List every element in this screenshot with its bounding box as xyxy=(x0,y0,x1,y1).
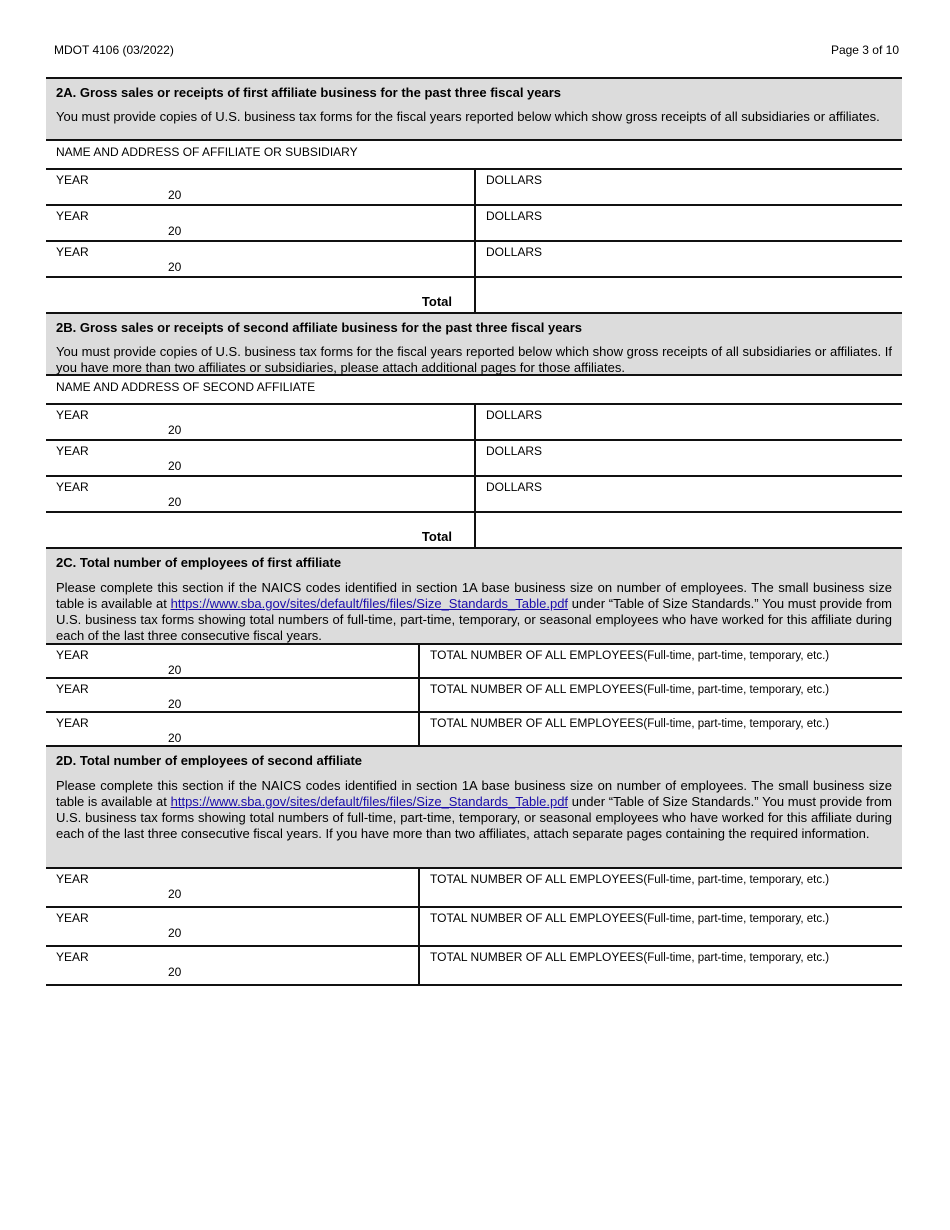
size-standards-link[interactable]: https://www.sba.gov/sites/default/files/files/Size_Standards_Table.pdf xyxy=(170,794,569,809)
year-field[interactable] xyxy=(46,679,420,711)
year-label: YEAR xyxy=(56,408,89,422)
dollars-field[interactable] xyxy=(476,441,902,475)
employees-label-main: TOTAL NUMBER OF ALL EMPLOYEES xyxy=(430,872,644,886)
year-label: YEAR xyxy=(56,716,89,730)
employees-label xyxy=(430,911,829,925)
dollars-label: DOLLARS xyxy=(486,245,543,259)
year-label: YEAR xyxy=(56,682,89,696)
year-prefix: 20 xyxy=(168,965,182,979)
section-2c-header xyxy=(46,547,902,643)
section-2d-text: Please complete this section if the NAICS codes identified in section 1A base business size on number of employees. The small business size table is available at xyxy=(56,778,892,809)
section-2a-total-field[interactable] xyxy=(476,278,902,312)
year-label: YEAR xyxy=(56,480,89,494)
employees-field[interactable] xyxy=(420,947,902,984)
year-label: YEAR xyxy=(56,209,89,223)
dollars-field[interactable] xyxy=(476,206,902,240)
year-dollars-row xyxy=(46,204,902,240)
year-label: YEAR xyxy=(56,911,89,925)
year-employees-row xyxy=(46,677,902,711)
section-2a-header xyxy=(46,77,902,139)
year-field[interactable] xyxy=(46,477,476,511)
year-employees-row xyxy=(46,711,902,745)
section-2c-text: Please complete this section if the NAICS codes identified in section 1A base business size on number of employees. The small business size table is available at xyxy=(56,580,892,611)
year-employees-row xyxy=(46,643,902,677)
year-field[interactable] xyxy=(46,713,420,745)
year-field[interactable] xyxy=(46,170,476,204)
year-label: YEAR xyxy=(56,245,89,259)
employees-label-note: (Full-time, part-time, temporary, etc.) xyxy=(643,913,830,925)
year-label: YEAR xyxy=(56,444,89,458)
section-2b-title: 2B. Gross sales or receipts of second affiliate business for the past three fiscal years xyxy=(56,320,582,335)
year-prefix: 20 xyxy=(168,495,182,509)
employees-label-main: TOTAL NUMBER OF ALL EMPLOYEES xyxy=(430,911,644,925)
total-label: Total xyxy=(421,529,452,544)
section-2d-text: under “Table of Size Standards.” You must provide from U.S. business tax forms showing total numbers of full-time, part-time, temporary, or seasonal employees who have worked for this affiliate during each of the last three consecutive fiscal years. If you have more than two affiliates, attach separate pages containing the required information. xyxy=(56,794,892,841)
employees-label-note: (Full-time, part-time, temporary, etc.) xyxy=(643,874,830,886)
year-label: YEAR xyxy=(56,950,89,964)
year-prefix: 20 xyxy=(168,459,182,473)
second-affiliate-name-address-field[interactable]: NAME AND ADDRESS OF SECOND AFFILIATE xyxy=(46,374,902,403)
year-dollars-row xyxy=(46,403,902,439)
year-field[interactable] xyxy=(46,908,420,945)
section-2d-instructions xyxy=(56,778,892,842)
year-employees-row xyxy=(46,945,902,984)
employees-field[interactable] xyxy=(420,908,902,945)
dollars-label: DOLLARS xyxy=(486,408,543,422)
employees-label-note: (Full-time, part-time, temporary, etc.) xyxy=(643,650,830,662)
year-label: YEAR xyxy=(56,648,89,662)
dollars-field[interactable] xyxy=(476,170,902,204)
employees-field[interactable] xyxy=(420,869,902,906)
section-2d-title: 2D. Total number of employees of second affiliate xyxy=(56,753,363,768)
year-prefix: 20 xyxy=(168,697,182,711)
section-2a-instructions: You must provide copies of U.S. business tax forms for the fiscal years reported below which show gross receipts of all subsidiaries or affiliates. xyxy=(56,109,880,124)
form-id: MDOT 4106 (03/2022) xyxy=(54,43,174,57)
section-2b-instructions: You must provide copies of U.S. business tax forms for the fiscal years reported below which show gross receipts of all subsidiaries or affiliates. If you have more than two affiliates or subsidiaries, please attach additional pages for those affiliates. xyxy=(56,344,892,375)
year-prefix: 20 xyxy=(168,926,182,940)
employees-label xyxy=(430,648,829,662)
year-field[interactable] xyxy=(46,206,476,240)
year-field[interactable] xyxy=(46,242,476,276)
employees-field[interactable] xyxy=(420,679,902,711)
year-prefix: 20 xyxy=(168,423,182,437)
employees-label-note: (Full-time, part-time, temporary, etc.) xyxy=(643,952,830,964)
affiliate-name-address-field[interactable]: NAME AND ADDRESS OF AFFILIATE OR SUBSIDIARY xyxy=(46,139,902,168)
year-field[interactable] xyxy=(46,441,476,475)
year-label: YEAR xyxy=(56,872,89,886)
year-employees-row xyxy=(46,867,902,906)
year-prefix: 20 xyxy=(168,663,182,677)
dollars-label: DOLLARS xyxy=(486,480,543,494)
year-employees-row xyxy=(46,906,902,945)
section-2d-header xyxy=(46,745,902,867)
year-field[interactable] xyxy=(46,645,420,677)
year-prefix: 20 xyxy=(168,260,182,274)
year-prefix: 20 xyxy=(168,224,182,238)
year-label: YEAR xyxy=(56,173,89,187)
dollars-field[interactable] xyxy=(476,405,902,439)
year-dollars-row xyxy=(46,168,902,204)
employees-label xyxy=(430,950,829,964)
year-field[interactable] xyxy=(46,947,420,984)
section-2c-title: 2C. Total number of employees of first affiliate xyxy=(56,555,342,570)
section-2c-instructions xyxy=(56,580,892,644)
size-standards-link[interactable]: https://www.sba.gov/sites/default/files/files/Size_Standards_Table.pdf xyxy=(170,596,569,611)
form-bottom-rule xyxy=(46,984,902,986)
section-2c-text: under “Table of Size Standards.” You must provide from U.S. business tax forms showing total numbers of full-time, part-time, temporary, or seasonal employees who have worked for this affiliate during each of the last three consecutive fiscal years. xyxy=(56,596,892,643)
employees-label-note: (Full-time, part-time, temporary, etc.) xyxy=(643,718,830,730)
year-dollars-row xyxy=(46,475,902,511)
dollars-field[interactable] xyxy=(476,477,902,511)
year-prefix: 20 xyxy=(168,731,182,745)
year-field[interactable] xyxy=(46,405,476,439)
employees-label xyxy=(430,716,829,730)
dollars-label: DOLLARS xyxy=(486,444,543,458)
employees-label-main: TOTAL NUMBER OF ALL EMPLOYEES xyxy=(430,716,644,730)
dollars-field[interactable] xyxy=(476,242,902,276)
section-2a-total-row xyxy=(46,276,902,312)
section-2b-header xyxy=(46,312,902,374)
employees-label-main: TOTAL NUMBER OF ALL EMPLOYEES xyxy=(430,648,644,662)
year-prefix: 20 xyxy=(168,188,182,202)
employees-field[interactable] xyxy=(420,713,902,745)
employees-label-note: (Full-time, part-time, temporary, etc.) xyxy=(643,684,830,696)
employees-field[interactable] xyxy=(420,645,902,677)
year-field[interactable] xyxy=(46,869,420,906)
year-dollars-row xyxy=(46,439,902,475)
year-prefix: 20 xyxy=(168,887,182,901)
year-dollars-row xyxy=(46,240,902,276)
employees-label-main: TOTAL NUMBER OF ALL EMPLOYEES xyxy=(430,950,644,964)
section-2b-total-field[interactable] xyxy=(476,513,902,547)
employees-label-main: TOTAL NUMBER OF ALL EMPLOYEES xyxy=(430,682,644,696)
dollars-label: DOLLARS xyxy=(486,209,543,223)
section-2a-title: 2A. Gross sales or receipts of first affiliate business for the past three fiscal years xyxy=(56,85,562,100)
page-number: Page 3 of 10 xyxy=(830,43,899,57)
dollars-label: DOLLARS xyxy=(486,173,543,187)
employees-label xyxy=(430,872,829,886)
form-page-3 xyxy=(46,77,902,986)
employees-label xyxy=(430,682,829,696)
total-label: Total xyxy=(421,294,452,309)
section-2b-total-row xyxy=(46,511,902,547)
